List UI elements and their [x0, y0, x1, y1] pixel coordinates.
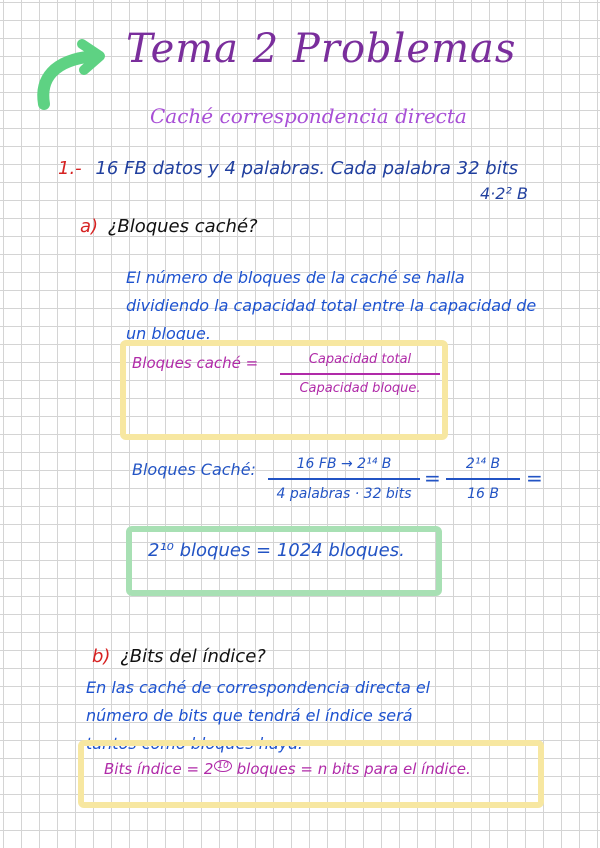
- bits-post: bloques = n bits para el índice.: [236, 760, 471, 778]
- calc2-denominator: 16 B: [467, 486, 499, 502]
- calc-label: Bloques Caché:: [132, 460, 256, 479]
- explanation-b-line: número de bits que tendrá el índice será: [86, 706, 413, 725]
- equals-sign: =: [424, 466, 441, 490]
- calc2-numerator: 2¹⁴ B: [465, 456, 501, 472]
- question-b: [92, 646, 266, 667]
- explanation-a-line: El número de bloques de la caché se halla: [126, 268, 465, 287]
- explanation-a: [126, 264, 536, 348]
- problem-statement: [58, 158, 518, 179]
- question-b-text: ¿Bits del índice?: [120, 646, 266, 667]
- question-a-letter: a): [80, 216, 99, 237]
- problem-text: 16 FB datos y 4 palabras. Cada palabra 32 bits: [95, 158, 519, 179]
- question-b-letter: b): [92, 646, 111, 667]
- calc-fraction: [268, 456, 420, 502]
- bits-pre: Bits índice = 2: [104, 760, 214, 778]
- explanation-a-line: un bloque.: [126, 324, 211, 343]
- fraction-bar: [280, 373, 440, 375]
- fraction-bar: [268, 478, 420, 480]
- formula-denominator: Capacidad bloque.: [299, 381, 421, 396]
- problem-note: 4·2² B: [480, 184, 528, 203]
- highlight-box-result: [126, 526, 442, 596]
- bits-exponent: 10: [214, 760, 231, 772]
- fraction-bar: [446, 478, 520, 480]
- formula-numerator: Capacidad total: [308, 352, 412, 367]
- page-title: Tema 2 Problemas: [126, 26, 517, 72]
- bits-formula: [104, 760, 471, 778]
- calc2-fraction: [446, 456, 520, 502]
- question-a: [80, 216, 258, 237]
- calc-numerator: 16 FB → 2¹⁴ B: [296, 456, 392, 472]
- explanation-a-line: dividiendo la capacidad total entre la capacidad de: [126, 296, 537, 315]
- problem-number: 1.-: [58, 158, 82, 179]
- calc-denominator: 4 palabras · 32 bits: [276, 486, 412, 502]
- explanation-b-line: En las caché de correspondencia directa el: [86, 678, 431, 697]
- curved-arrow-icon: [30, 36, 116, 112]
- formula-label: Bloques caché =: [132, 354, 259, 372]
- result-text: 2¹⁰ bloques = 1024 bloques.: [148, 540, 405, 561]
- equals-sign: =: [526, 466, 543, 490]
- question-a-text: ¿Bloques caché?: [107, 216, 258, 237]
- formula-fraction: [280, 352, 440, 396]
- explanation-b-line: tantos como bloques haya:: [86, 734, 304, 753]
- page-subtitle: Caché correspondencia directa: [150, 104, 467, 128]
